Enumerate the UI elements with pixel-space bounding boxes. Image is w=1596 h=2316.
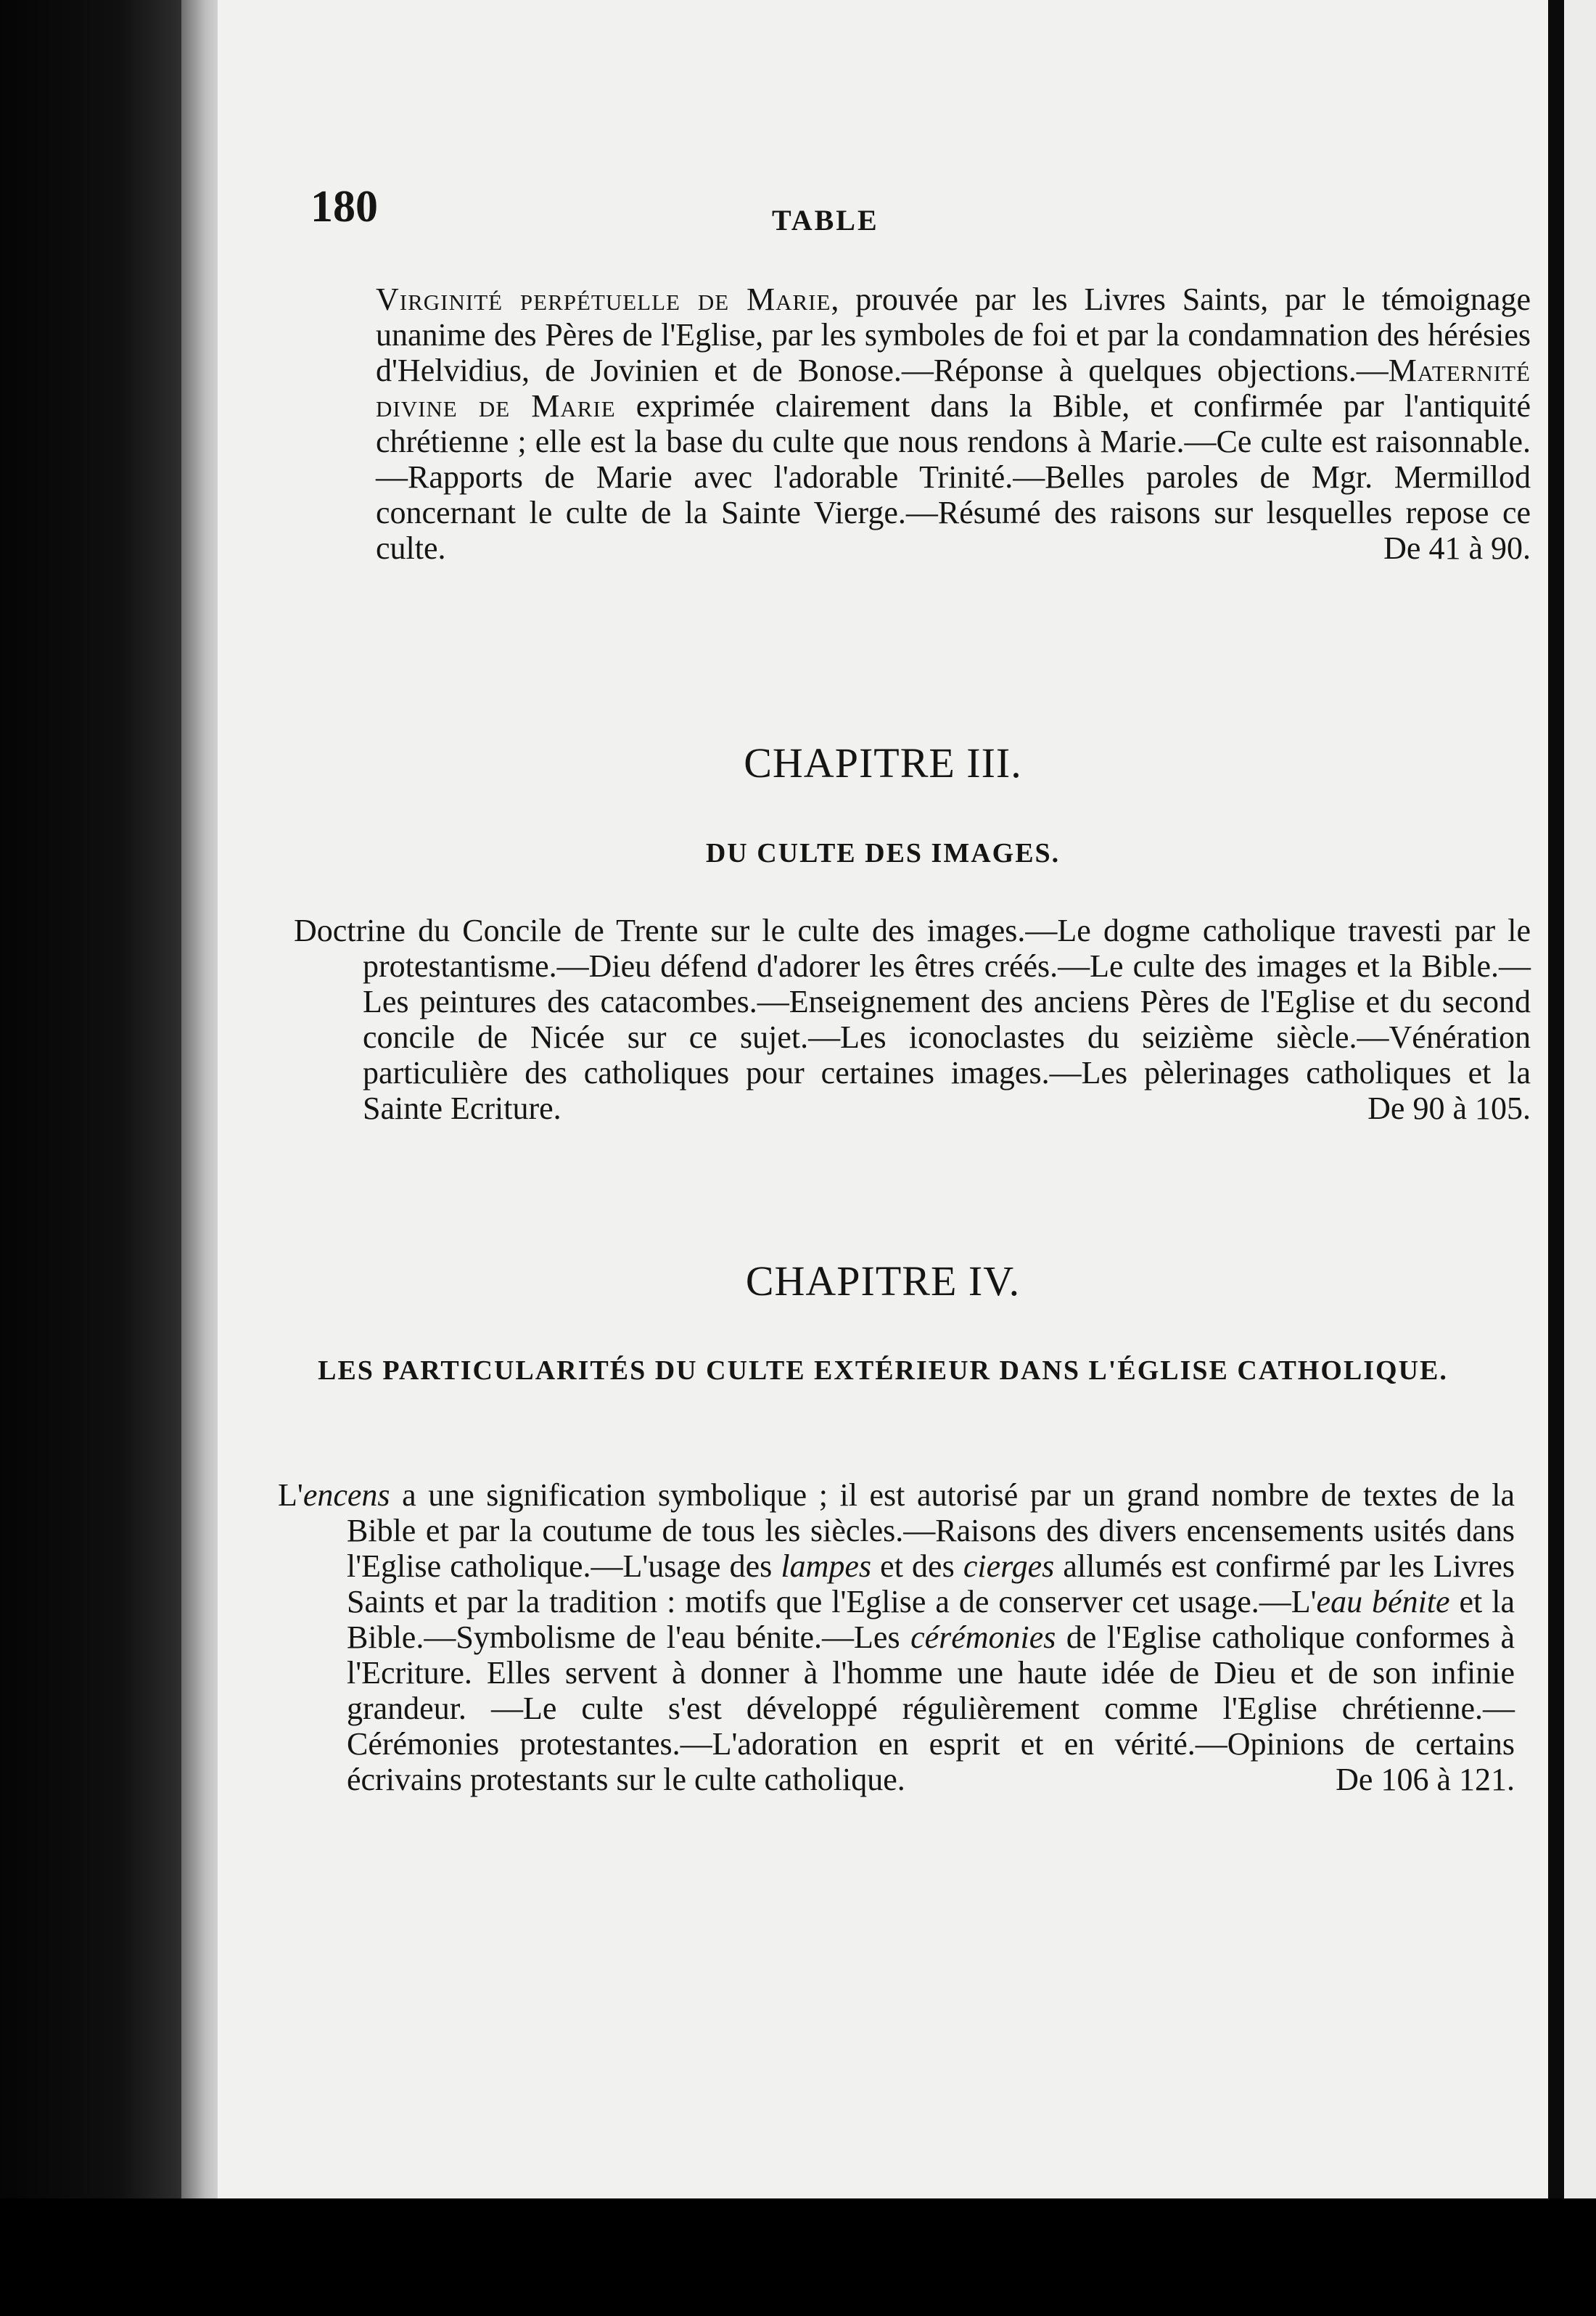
running-title: TABLE	[772, 204, 879, 237]
chapter-4-subtitle: LES PARTICULARITÉS DU CULTE EXTÉRIEUR DANS L'ÉGLISE CATHOLIQUE.	[318, 1355, 1448, 1386]
entry-lead: Virginité perpétuelle de Marie	[376, 282, 831, 317]
chapter-3-subtitle: DU CULTE DES IMAGES.	[705, 838, 1061, 868]
page-range: De 90 à 105.	[1367, 1091, 1531, 1126]
book-page	[218, 0, 1548, 2198]
page-header	[218, 181, 1548, 239]
chapter-4-summary	[278, 1477, 1515, 1797]
chapter-4-title: CHAPITRE IV.	[745, 1257, 1021, 1305]
chapter-4-text: a une signification symbolique ; il est autorisé par un grand nombre de textes de la Bible et par la coutume de tous les siècles.—Raisons des divers encensements usités dans l'Eglise catholique.—L'usage des	[347, 1477, 1515, 1584]
adjacent-page-sliver	[1564, 0, 1596, 2198]
page-range: De 106 à 121.	[1336, 1762, 1515, 1797]
page-right-edge	[1548, 0, 1564, 2198]
page-number: 180	[310, 182, 378, 231]
italic-term: lampes	[781, 1548, 872, 1584]
chapter-3-summary	[294, 913, 1531, 1126]
toc-entry-chapter-2-end	[376, 282, 1531, 566]
chapter-3-title: CHAPITRE III.	[744, 739, 1022, 787]
entry-text-2: exprimée clairement dans la Bible, et confirmée par l'antiquité chrétienne ; elle est la base du culte que nous rendons à Marie.—Ce culte est raisonnable.—Rapports de Marie avec l'adorable Trinité.—Belles paroles de Mgr. Mermillod concernant le culte de la Sainte Vierge.—Résumé des raisons sur lesquelles repose ce culte.	[376, 388, 1531, 566]
chapter-3-text: Doctrine du Concile de Trente sur le culte des images.—Le dogme catholique travesti par le protestantisme.—Dieu défend d'adorer les êtres créés.—Le culte des images et la Bible.—Les peintures des catacombes.—Enseignement des anciens Pères de l'Eglise et du second concile de Nicée sur ce sujet.—Les iconoclastes du seizième siècle.—Vénération particulière des catholiques pour certaines images.—Les pèlerinages catholiques et la Sainte Ecriture.	[294, 913, 1531, 1126]
italic-term: encens	[303, 1477, 390, 1513]
chapter-4-text: et la Bible.—Symbolisme de l'eau bénite.—Les	[347, 1584, 1515, 1655]
italic-term: eau bénite	[1316, 1584, 1450, 1619]
scan-bottom-border	[0, 2198, 1596, 2316]
entry-text: , prouvée par les Livres Saints, par le témoignage unanime des Pères de l'Eglise, par les symboles de foi et par la condamnation des hérésies d'Helvidius, de Jovinien et de Bonose.—Réponse à quelques objections.—	[376, 282, 1531, 388]
italic-term: cérémonies	[910, 1619, 1056, 1655]
entry-lead-2: Maternité divine de Marie	[376, 353, 1531, 424]
italic-term: cierges	[963, 1548, 1055, 1584]
chapter-4-text: allumés est confirmé par les Livres Saints et par la tradition : motifs que l'Eglise a de conserver cet usage.—L'	[347, 1548, 1515, 1619]
chapter-4-text: L'	[278, 1477, 303, 1513]
chapter-4-text: et des	[871, 1548, 963, 1584]
page-range: De 41 à 90.	[1383, 530, 1531, 566]
chapter-4-text: de l'Eglise catholique conformes à l'Ecriture. Elles servent à donner à l'homme une haute idée de Dieu et de son infinie grandeur. —Le culte s'est développé régulièrement comme l'Eglise chrétienne.—Cérémonies protestantes.—L'adoration en esprit et en vérité.—Opinions de certains écrivains protestants sur le culte catholique.	[347, 1619, 1515, 1797]
